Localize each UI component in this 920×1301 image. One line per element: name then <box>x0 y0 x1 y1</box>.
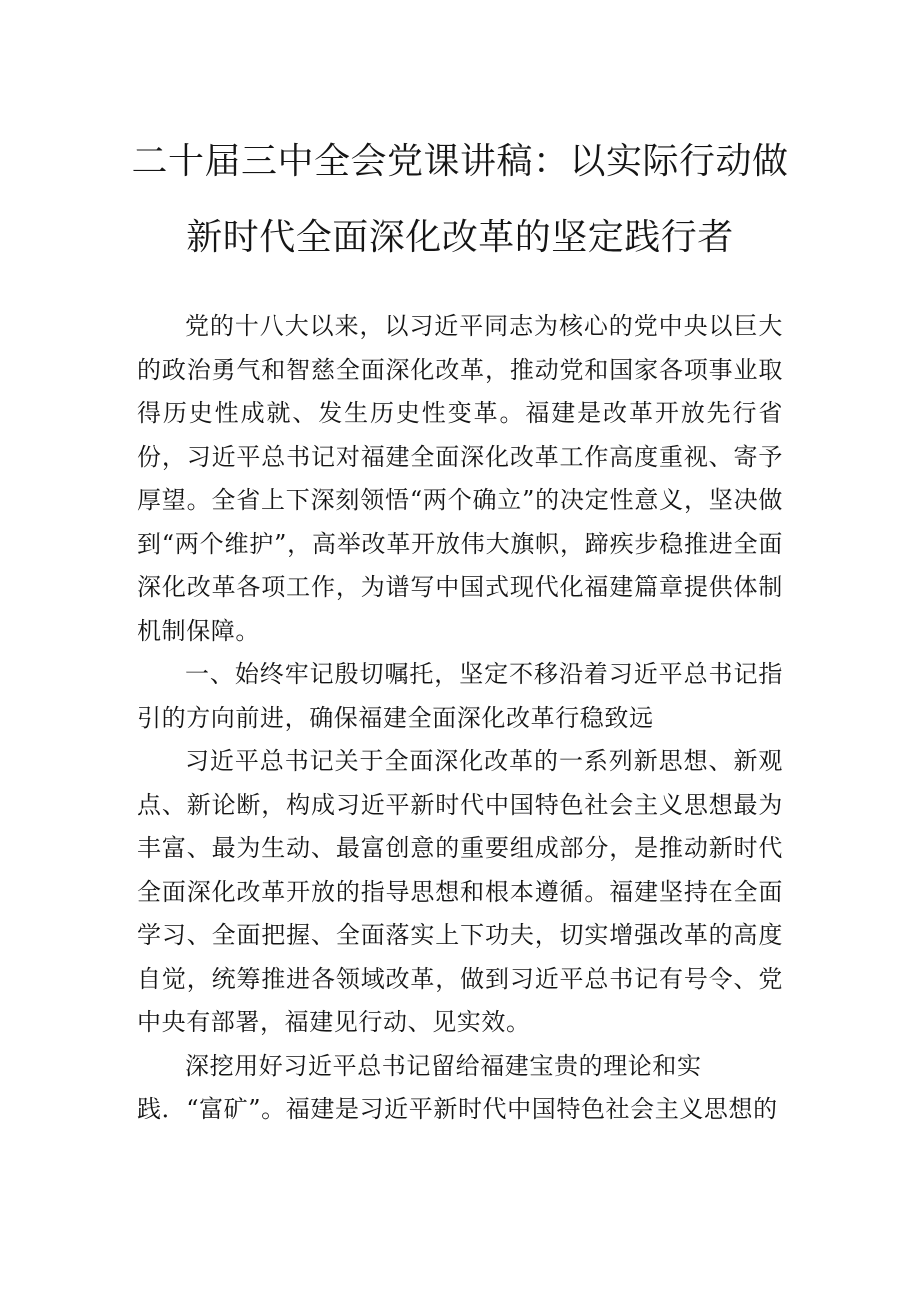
paragraph-2: 习近平总书记关于全面深化改革的一系列新思想、新观点、新论断，构成习近平新时代中国特色社会主义思想最为丰富、最为生动、最富创意的重要组成部分，是推动新时代全面深化改革开放的指导思想和根本遵循。福建坚持在全面学习、全面把握、全面落实上下功夫，切实增强改革的高度自觉，统筹推进各领域改革，做到习近平总书记有号令、党中央有部署，福建见行动、见实效。 <box>137 747 783 1036</box>
section-heading-1: 一、始终牢记殷切嘱托，坚定不移沿着习近平总书记指引的方向前进，确保福建全面深化改革行稳致远 <box>137 660 783 732</box>
document-body <box>137 305 783 1132</box>
document-title-line-1: 二十届三中全会党课讲稿：以实际行动做 <box>131 141 789 182</box>
paragraph-intro: 党的十八大以来，以习近平同志为核心的党中央以巨大的政治勇气和智慈全面深化改革，推动党和国家各项事业取得历史性成就、发生历史性变革。福建是改革开放先行省份，习近平总书记对福建全面深化改革工作高度重视、寄予厚望。全省上下深刻领悟“两个确立”的决定性意义，坚决做到“两个维护”，高举改革开放伟大旗帜，蹄疾步稳推进全面深化改革各项工作，为谱写中国式现代化福建篇章提供体制机制保障。 <box>137 312 783 645</box>
paragraph-3-line-1: 深挖用好习近平总书记留给福建宝贵的理论和实 <box>185 1051 702 1080</box>
document-title-line-2: 新时代全面深化改革的坚定践行者 <box>186 217 734 258</box>
paragraph-3-line-2: 践．“富矿”。福建是习近平新时代中国特色社会主义思想的 <box>137 1095 778 1123</box>
